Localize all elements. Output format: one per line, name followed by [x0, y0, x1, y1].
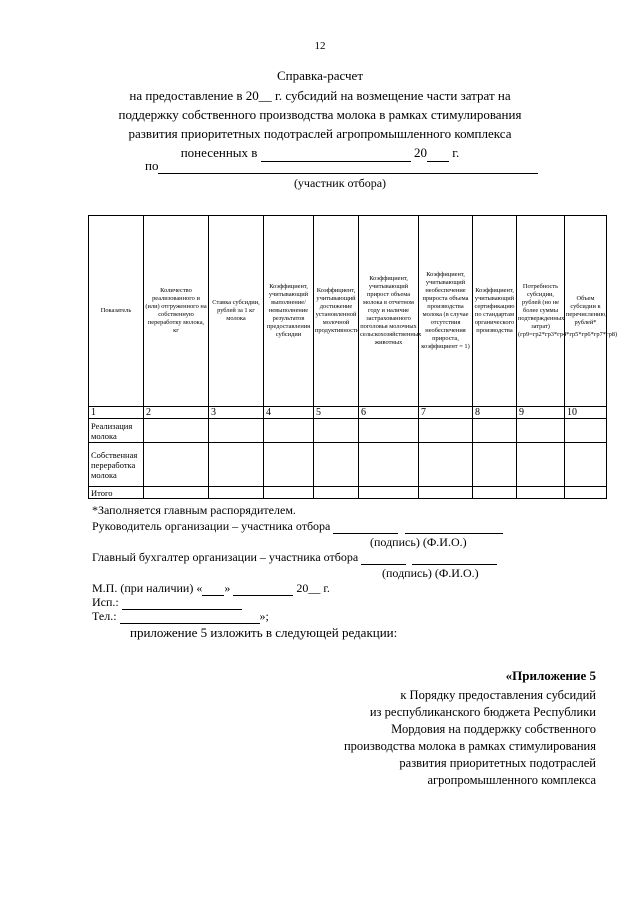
- tel-row: [92, 608, 269, 624]
- table-cell[interactable]: [419, 419, 473, 443]
- page-number: 12: [314, 40, 326, 52]
- po-label: по: [145, 158, 159, 173]
- column-number: 4: [264, 407, 314, 419]
- table-cell[interactable]: [517, 443, 565, 487]
- participant-caption: (участник отбора): [293, 176, 387, 190]
- accountant-caption: (подпись) (Ф.И.О.): [382, 566, 479, 580]
- column-number: 7: [419, 407, 473, 419]
- column-number: 10: [565, 407, 607, 419]
- column-number: 2: [144, 407, 209, 419]
- calculation-table: [88, 215, 618, 499]
- appendix-line: производства молока в рамках стимулирования: [343, 739, 596, 753]
- head-signature-row: [92, 518, 503, 534]
- table-cell[interactable]: [473, 487, 517, 499]
- table-cell[interactable]: [419, 443, 473, 487]
- period-year: 20: [413, 145, 427, 160]
- appendix-line: из республиканского бюджета Республики: [369, 705, 596, 719]
- tel-suffix: »;: [259, 609, 269, 623]
- appendix-line: агропромышленного комплекса: [427, 773, 596, 787]
- tel-label: Тел.:: [92, 609, 117, 623]
- table-cell[interactable]: [209, 443, 264, 487]
- seal-year: 20__ г.: [296, 581, 330, 595]
- table-cell[interactable]: [473, 443, 517, 487]
- period-suffix: г.: [452, 145, 460, 160]
- table-cell[interactable]: [517, 419, 565, 443]
- table-row: [89, 419, 607, 443]
- table-cell[interactable]: [314, 487, 359, 499]
- title-line-2: поддержку собственного производства молока в рамках стимулирования: [118, 107, 522, 122]
- table-row: [89, 443, 607, 487]
- isp-label: Исп.:: [92, 595, 119, 609]
- header-cell: Коэффициент, учитывающий выполнение/ невыполнение результатов предоставления субсидии: [264, 216, 314, 407]
- row-label-processing: Собственная переработка молока: [89, 443, 144, 487]
- table-cell[interactable]: [264, 443, 314, 487]
- column-number: 3: [209, 407, 264, 419]
- title-line-3: развития приоритетных подотраслей агропромышленного комплекса: [128, 126, 512, 141]
- header-cell: Коэффициент, учитывающий прирост объема молока в отчетном году и наличие застрахованного поголовья молочных сельскохозяйственных животных: [359, 216, 419, 407]
- seal-mid: »: [224, 581, 231, 595]
- table-cell[interactable]: [264, 419, 314, 443]
- table-cell[interactable]: [565, 487, 607, 499]
- table-cell[interactable]: [359, 443, 419, 487]
- document-title: Справка-расчет: [276, 68, 364, 83]
- header-cell: Показатель: [89, 216, 144, 407]
- row-label-total: Итого: [89, 487, 144, 499]
- appendix-line: Мордовия на поддержку собственного: [391, 722, 596, 736]
- table-cell[interactable]: [314, 419, 359, 443]
- table-cell[interactable]: [144, 443, 209, 487]
- column-number-row: [89, 407, 607, 419]
- table-cell[interactable]: [144, 487, 209, 499]
- column-number: 8: [473, 407, 517, 419]
- table-cell[interactable]: [419, 487, 473, 499]
- period-prefix: понесенных в: [180, 145, 258, 160]
- table-cell[interactable]: [144, 419, 209, 443]
- appendix-title: «Приложение 5: [505, 668, 596, 683]
- table-cell[interactable]: [209, 487, 264, 499]
- header-cell: Ставка субсидии, рублей за 1 кг молока: [209, 216, 264, 407]
- po-row: [145, 158, 538, 174]
- header-cell: Количество реализованного и (или) отгруженного на собственную переработку молока, кг: [144, 216, 209, 407]
- header-cell: Объем субсидии к перечислению, рублей*: [565, 216, 607, 407]
- header-cell: Коэффициент, учитывающий достижение установленной молочной продуктивности: [314, 216, 359, 407]
- accountant-label: Главный бухгалтер организации – участника отбора: [92, 550, 359, 564]
- table-cell[interactable]: [565, 443, 607, 487]
- appendix-line: к Порядку предоставления субсидий: [400, 688, 596, 702]
- header-cell: Коэффициент, учитывающий необеспечение прироста объема производства молока (в случае отсутствия необеспечения прироста, коэффициент = 1): [419, 216, 473, 407]
- table-cell[interactable]: [517, 487, 565, 499]
- seal-prefix: М.П. (при наличии) «: [92, 581, 203, 595]
- column-number: 9: [517, 407, 565, 419]
- table-row: [89, 487, 607, 499]
- table-cell[interactable]: [359, 487, 419, 499]
- column-number: 1: [89, 407, 144, 419]
- accountant-signature-row: [92, 549, 497, 565]
- table-cell[interactable]: [473, 419, 517, 443]
- head-caption: (подпись) (Ф.И.О.): [370, 535, 467, 549]
- header-cell: Потребность субсидии, рублей (но не более суммы подтвержденных затрат) (гр9=гр2*гр3*гр4*гр5*гр6*гр7*гр8): [517, 216, 565, 407]
- column-number: 5: [314, 407, 359, 419]
- footnote: *Заполняется главным распорядителем.: [92, 503, 296, 517]
- table-cell[interactable]: [565, 419, 607, 443]
- month-blank[interactable]: [233, 595, 293, 596]
- table-cell[interactable]: [264, 487, 314, 499]
- table-cell[interactable]: [209, 419, 264, 443]
- appendix-line: развития приоритетных подотраслей: [399, 756, 596, 770]
- column-number: 6: [359, 407, 419, 419]
- participant-blank[interactable]: [158, 173, 538, 174]
- table-cell[interactable]: [314, 443, 359, 487]
- edit-note: приложение 5 изложить в следующей редакции:: [130, 625, 398, 640]
- title-line-1: на предоставление в 20__ г. субсидий на возмещение части затрат на: [129, 88, 511, 103]
- header-row: [89, 216, 607, 407]
- table-cell[interactable]: [359, 419, 419, 443]
- head-label: Руководитель организации – участника отбора: [92, 519, 331, 533]
- row-label-sales: Реализация молока: [89, 419, 144, 443]
- header-cell: Коэффициент, учитывающий сертификацию по стандартам органического производства: [473, 216, 517, 407]
